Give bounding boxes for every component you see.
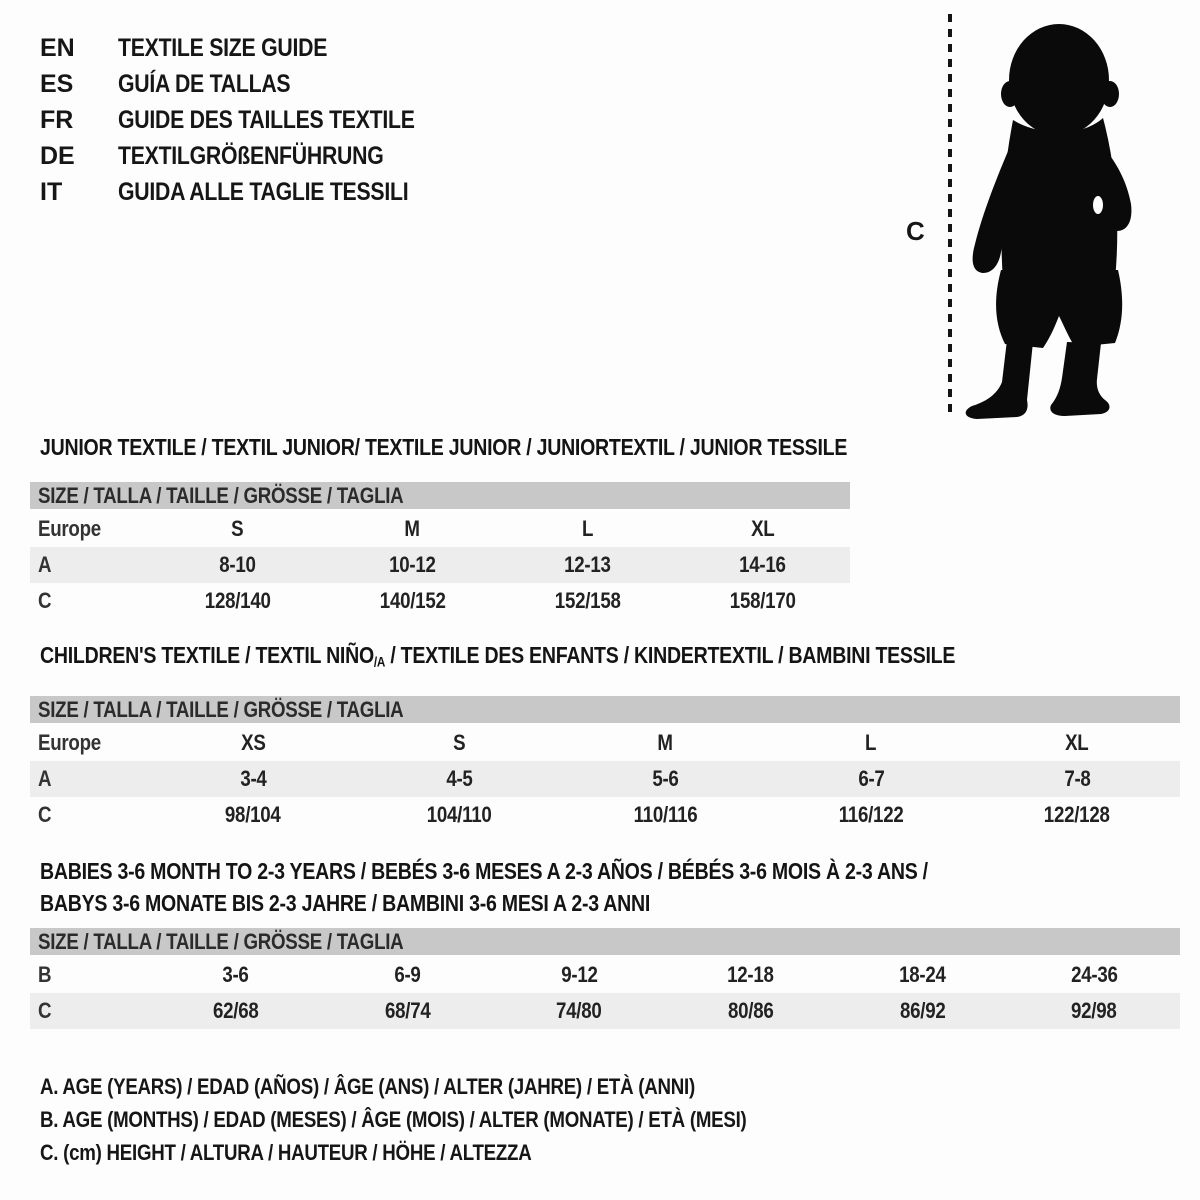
lang-code: ES <box>40 69 74 98</box>
section-title-text: BABIES 3-6 MONTH TO 2-3 YEARS / BEBÉS 3-6 MESES A 2-3 AÑOS / BÉBÉS 3-6 MOIS À 2-3 ANS / <box>40 858 928 884</box>
lang-row-de <box>40 138 467 174</box>
legend-line-c: C. (cm) HEIGHT / ALTURA / HAUTEUR / HÖHE / ALTEZZA <box>40 1140 532 1165</box>
size-header-bar <box>30 928 1180 957</box>
lang-code: DE <box>40 141 75 170</box>
language-title-block <box>40 30 467 210</box>
section-title-text: CHILDREN'S TEXTILE / TEXTIL $NIÑO_{/A}$ / TEXTILE DES ENFANTS / KINDERTEXTIL / BAMBINI TESSILE <box>40 642 956 670</box>
section-childrens-textile <box>30 642 1180 833</box>
age-cell: 14-16 <box>739 552 786 577</box>
junior-size-table <box>30 482 850 619</box>
row-label: Europe <box>38 516 101 541</box>
section-title-line2 <box>40 887 1180 919</box>
height-cell: 104/110 <box>426 802 492 828</box>
age-cell: 6-7 <box>857 766 885 792</box>
size-cell: XS <box>240 730 266 756</box>
section-title <box>40 434 850 461</box>
height-cell: 98/104 <box>225 802 281 828</box>
row-label: C <box>38 588 52 613</box>
age-cell: 18-24 <box>899 962 946 987</box>
age-cell: 12-18 <box>727 962 775 987</box>
height-cell: 68/74 <box>384 998 431 1023</box>
age-cell: 9-12 <box>560 962 598 987</box>
legend-block <box>40 1070 871 1169</box>
height-cell: 62/68 <box>213 998 259 1023</box>
size-cell: XL <box>1065 730 1089 756</box>
section-title-line1 <box>40 855 1180 887</box>
lang-row-es <box>40 66 467 102</box>
height-cell: 116/122 <box>838 802 904 828</box>
age-cell: 12-13 <box>564 552 611 577</box>
row-label: A <box>38 766 52 792</box>
lang-title: TEXTILGRÖßENFÜHRUNG <box>118 141 384 170</box>
height-cell: 86/92 <box>899 998 946 1023</box>
height-cell: 110/116 <box>633 802 697 828</box>
size-header-text: SIZE / TALLA / TAILLE / GRÖSSE / TAGLIA <box>38 696 404 722</box>
size-cell: L <box>865 730 877 756</box>
age-cell: 7-8 <box>1063 766 1091 792</box>
table-row <box>30 583 850 619</box>
legend-line-b: B. AGE (MONTHS) / EDAD (MESES) / ÂGE (MOIS) / ALTER (MONATE) / ETÀ (MESI) <box>40 1107 747 1132</box>
age-cell: 24-36 <box>1070 962 1118 987</box>
section-title <box>40 642 1180 675</box>
height-cell: 92/98 <box>1071 998 1117 1023</box>
lang-title: GUIDE DES TAILLES TEXTILE <box>118 105 415 134</box>
size-header-text: SIZE / TALLA / TAILLE / GRÖSSE / TAGLIA <box>38 482 404 508</box>
age-cell: 10-12 <box>389 552 436 577</box>
size-cell: M <box>657 730 673 756</box>
table-row <box>30 547 850 583</box>
lang-title: GUIDA ALLE TAGLIE TESSILI <box>118 177 409 206</box>
age-cell: 5-6 <box>651 766 679 792</box>
row-label: B <box>38 962 52 987</box>
size-header-text: SIZE / TALLA / TAILLE / GRÖSSE / TAGLIA <box>38 928 404 954</box>
section-junior-textile <box>30 434 850 619</box>
size-cell: M <box>404 516 421 541</box>
nino-a-subscript: /A <box>373 654 386 670</box>
row-label: C <box>38 802 52 828</box>
size-cell: L <box>581 516 594 541</box>
height-measure-label: C <box>906 216 925 246</box>
lang-code: IT <box>40 177 63 206</box>
age-cell: 6-9 <box>394 962 421 987</box>
babies-size-table <box>30 928 1180 1029</box>
legend-line-a: A. AGE (YEARS) / EDAD (AÑOS) / ÂGE (ANS) / ALTER (JAHRE) / ETÀ (ANNI) <box>40 1074 695 1099</box>
table-row <box>30 725 1180 761</box>
age-cell: 3-6 <box>222 962 249 987</box>
size-header-bar <box>30 482 850 511</box>
lang-code: EN <box>40 33 75 62</box>
height-cell: 74/80 <box>556 998 602 1023</box>
section-babies-textile <box>30 855 1180 1029</box>
size-cell: XL <box>750 516 775 541</box>
children-size-table <box>30 696 1180 833</box>
lang-code: FR <box>40 105 74 134</box>
baby-silhouette-image <box>955 12 1145 422</box>
size-header-bar <box>30 696 1180 725</box>
table-row <box>30 957 1180 993</box>
lang-row-fr <box>40 102 467 138</box>
height-cell: 122/128 <box>1044 802 1110 828</box>
height-cell: 80/86 <box>728 998 774 1023</box>
size-cell: S <box>452 730 466 756</box>
table-row <box>30 511 850 547</box>
age-cell: 4-5 <box>445 766 473 792</box>
section-title-text: BABYS 3-6 MONATE BIS 2-3 JAHRE / BAMBINI 3-6 MESI A 2-3 ANNI <box>40 890 651 916</box>
height-cell: 140/152 <box>379 588 446 613</box>
table-row <box>30 993 1180 1029</box>
lang-title: TEXTILE SIZE GUIDE <box>118 33 328 62</box>
height-dashed-line <box>948 14 952 416</box>
lang-row-en <box>40 30 467 66</box>
row-label: Europe <box>38 730 101 756</box>
lang-title: GUÍA DE TALLAS <box>118 69 291 98</box>
height-cell: 128/140 <box>204 588 271 613</box>
table-row <box>30 797 1180 833</box>
height-cell: 158/170 <box>729 588 796 613</box>
height-cell: 152/158 <box>554 588 621 613</box>
table-row <box>30 761 1180 797</box>
section-title-text: JUNIOR TEXTILE / TEXTIL JUNIOR/ TEXTILE JUNIOR / JUNIORTEXTIL / JUNIOR TESSILE <box>40 434 848 460</box>
row-label: C <box>38 998 52 1023</box>
row-label: A <box>38 552 52 577</box>
lang-row-it <box>40 174 467 210</box>
size-cell: S <box>231 516 244 541</box>
age-cell: 3-4 <box>239 766 267 792</box>
age-cell: 8-10 <box>219 552 256 577</box>
